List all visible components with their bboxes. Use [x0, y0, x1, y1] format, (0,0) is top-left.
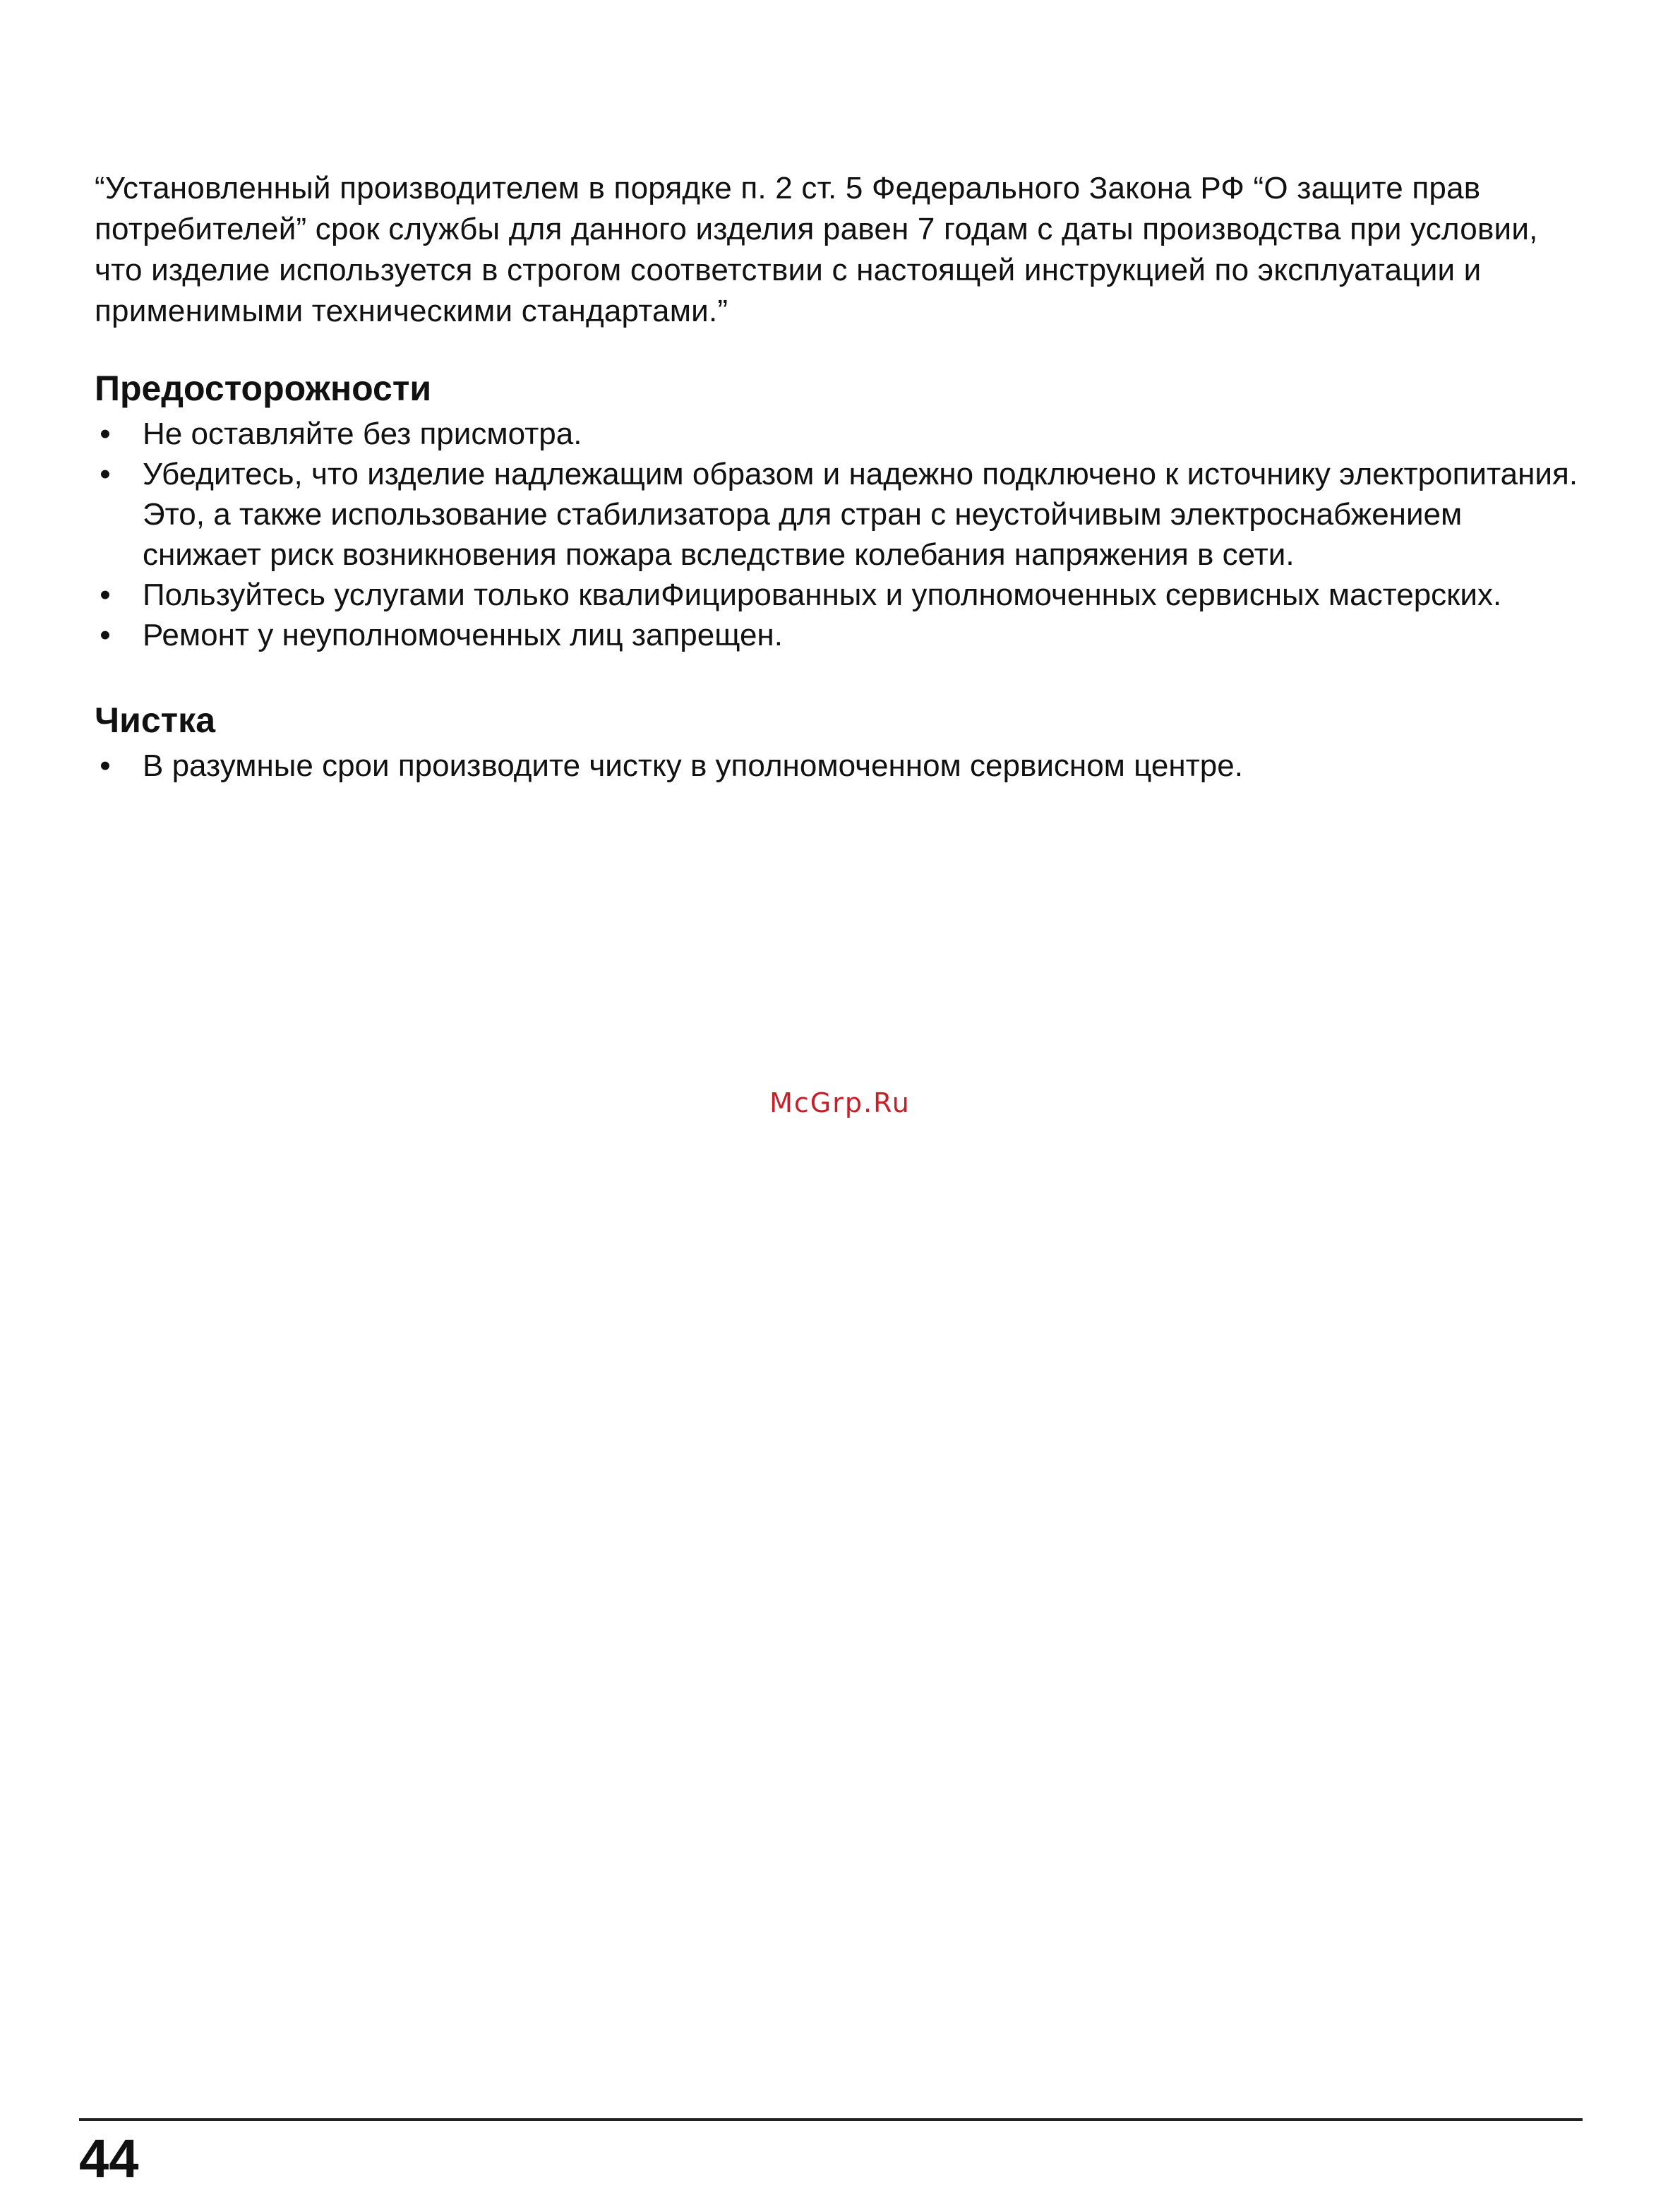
precautions-list — [95, 414, 1584, 655]
page-content — [95, 168, 1584, 786]
list-item — [95, 615, 1584, 655]
list-item — [95, 414, 1584, 454]
cleaning-heading: Чистка — [95, 700, 215, 740]
page-number: 44 — [79, 2129, 139, 2189]
precautions-heading: Предосторожности — [95, 369, 432, 408]
list-item-text: Пользуйтесь услугами только квалиФицированных и уполномоченных сервисных мастерских. — [143, 578, 1502, 612]
service-life-paragraph: “Установленный производителем в порядке п. 2 ст. 5 Федерального Закона РФ “О защите прав потребителей” срок службы для данного изделия равен 7 годам с даты производства при условии, что изделие используется в строгом соответствии с настоящей инструкцией по эксплуатации и применимыми техническими стандартами.” — [95, 171, 1538, 328]
list-item — [95, 575, 1584, 615]
list-item-text: Ремонт у неуполномоченных лиц запрещен. — [143, 618, 783, 652]
bullet-icon: • — [100, 417, 111, 451]
bullet-icon: • — [100, 457, 111, 491]
list-item — [95, 746, 1584, 786]
list-item-text: Убедитесь, что изделие надлежащим образом и надежно подключено к источнику электропитания. Это, а также использование стабилизатора для стран с неустойчивым электроснабжением снижает риск возникновения пожара вследствие колебания напряжения в сети. — [143, 457, 1578, 572]
list-item — [95, 454, 1584, 575]
watermark: McGrp.Ru — [769, 1087, 911, 1118]
list-item-text: В разумные срои производите чистку в уполномоченном сервисном центре. — [143, 748, 1243, 783]
list-item-text: Не оставляйте без присмотра. — [143, 417, 582, 451]
bullet-icon: • — [100, 618, 111, 652]
bullet-icon: • — [100, 578, 111, 612]
cleaning-list — [95, 746, 1584, 786]
footer-divider — [79, 2118, 1583, 2121]
bullet-icon: • — [100, 748, 111, 783]
